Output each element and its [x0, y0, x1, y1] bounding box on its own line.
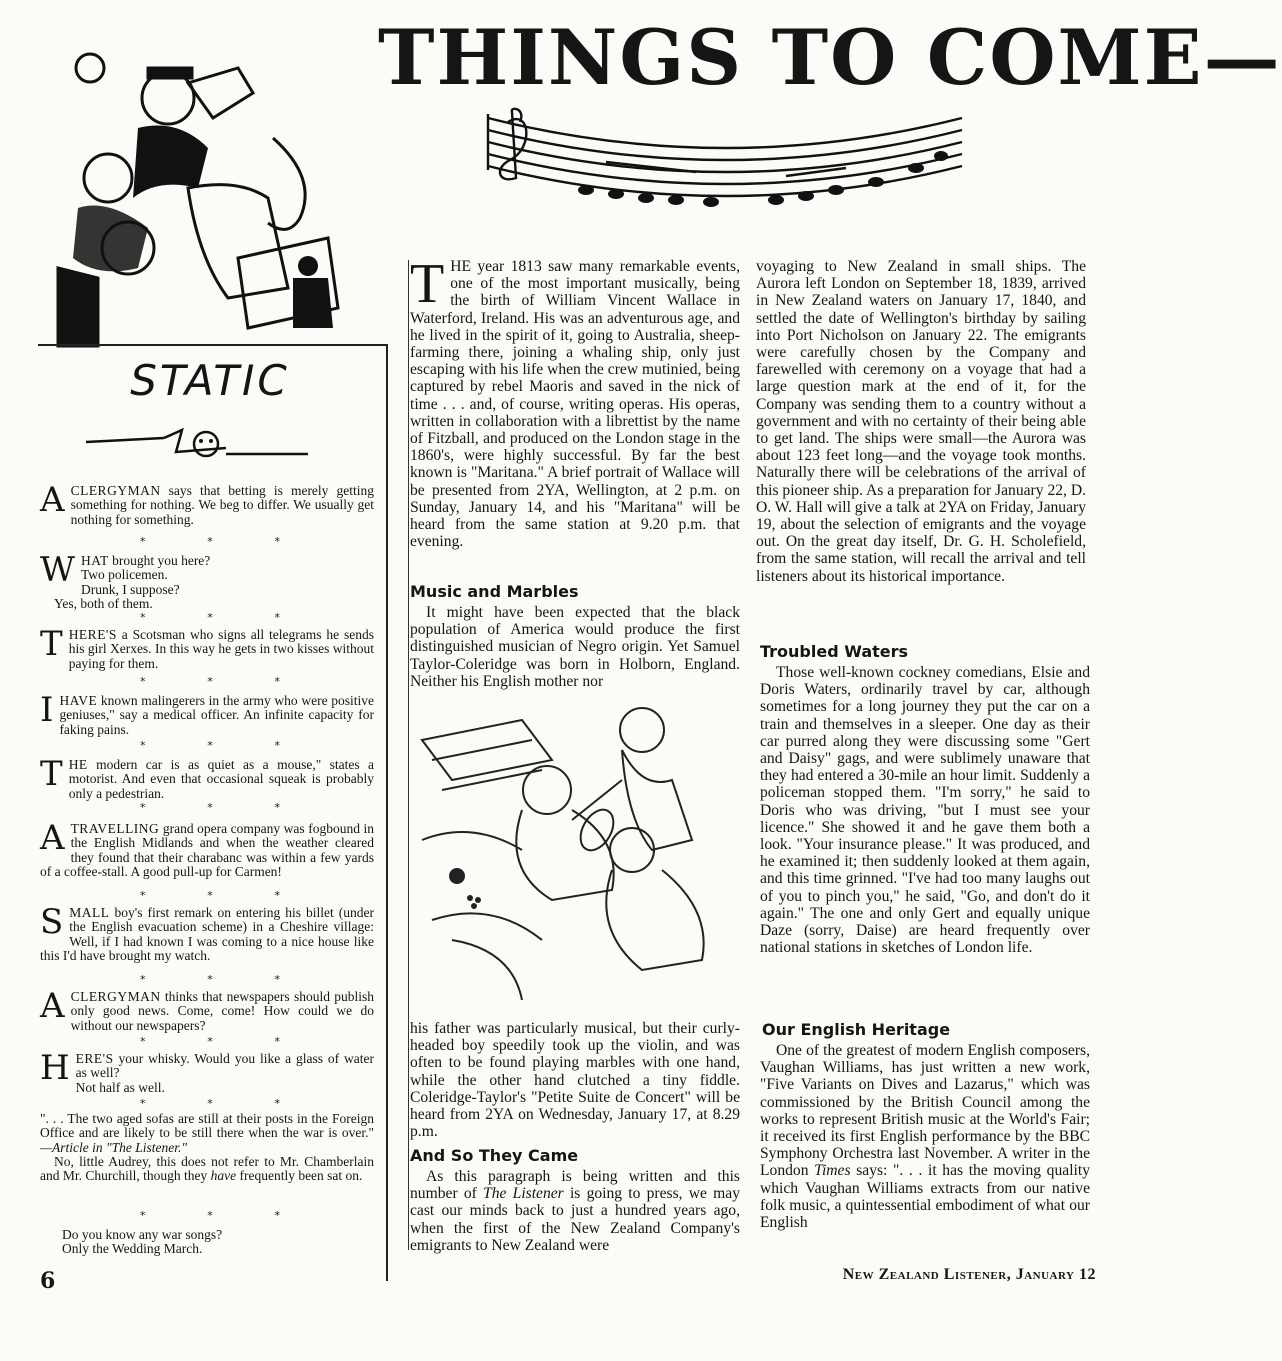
static-title: STATIC: [130, 356, 290, 405]
separator-stars: * * *: [140, 889, 280, 902]
separator-stars: * * *: [140, 611, 280, 624]
static-final-joke: Do you know any war songs? Only the Wedding March.: [62, 1227, 223, 1257]
intro-paragraph: THE year 1813 saw many remarkable events, one of the most important musically, being the birth of William Vincent Wallace in Waterford, Ireland. His was an adventurous age, and he lived in the spirit of it, going to Australia, sheep-farming there, joining a whaling ship, only just escaping with his life when the crew mutinied, being captured by rebel Maoris and saved in the nick of time . . . and, of course, writing operas. His operas, written in collaboration with a librettist by the name of Fitzball, and produced on the London stage in the 1860's, were highly successful. By far the best known is "Maritana." A brief portrait of Wallace will be presented from 2YA, Wellington, at 2 p.m. on Sunday, January 14, and his "Maritana" will be heard from the same station at 9.20 p.m. that evening.: [410, 253, 740, 551]
separator-stars: * * *: [140, 675, 280, 688]
separator-stars: * * *: [140, 1035, 280, 1048]
marbles-paragraph-a: It might have been expected that the black population of America would produce the first distinguished musician of Negro origin. Yet Samuel Taylor-Coleridge was born in Holborn, England. Neither his English mother nor: [410, 604, 740, 690]
separator-stars: * * *: [140, 973, 280, 986]
static-item-7: SMALL boy's first remark on entering his billet (under the English evacuation scheme) in a Cheshire village: Well, if I had known I was coming to a nice house like this I'd have brought my watch.: [40, 902, 374, 963]
came-paragraph: As this paragraph is being written and this number of The Listener is going to press, we may cast our minds back to just a hundred years ago, when the first of the New Zealand Company's emigrants to New Zealand were: [410, 1168, 741, 1254]
static-radio-face-icon: [86, 418, 308, 470]
static-item-4: IHAVE known malingerers in the army who were positive geniuses," say a medical officer. An infinite capacity for faking pains.: [40, 690, 374, 737]
marbles-paragraph-b: his father was particularly musical, but their curly-headed boy speedily took up the violin, and was often to be found playing marbles with one hand, while the other hand clutched a tiny fiddle. Coleridge-Taylor's "Petite Suite de Concert" will be heard from 2YA on Wednesday, January 17, at 8.29 p.m.: [410, 1020, 740, 1141]
separator-stars: * * *: [140, 739, 280, 752]
waters-paragraph: Those well-known cockney comedians, Elsie and Doris Waters, ordinarily travel by car, although sometimes for a long journey they put the car on a train and themselves in a sleeper. One day as their car purred along they were discussing some "Gert and Daisy" gags, and were sublimely unaware that they had entered a 30-mile an hour limit. Suddenly a policeman stopped them. "I'm sorry," he said to Doris who was driving, "but I must see your licence." She showed it and he gave them both a look. "Your insurance please." It was produced, and he examined it; then suddenly looked at them again, and this time grinned. "I've had too many laughs out of you to pinch you," he said, "Go, and don't do it again." The one and only Gert and equally unique Daze (sorry, Daise) are heard frequently over national stations in sketches of London life.: [760, 664, 1090, 957]
page-number: 6: [40, 1268, 56, 1294]
separator-stars: * * *: [140, 535, 280, 548]
heading-music-and-marbles: Music and Marbles: [410, 582, 579, 601]
came-paragraph-continued: voyaging to New Zealand in small ships. The Aurora left London on September 18, 1839, arrived in New Zealand waters on January 17, 1840, and settled the date of Wellington's birthday by sailing into Port Nicholson on January 22. The emigrants were carefully chosen by the Company and farewelled with ceremony on a voyage that had a large question mark at the end of it, for the Company was sending them to a country without a government and with no certainty of their being able to get land. The ships were small—the Aurora was about 123 feet long—and the voyage took months. Naturally there will be celebrations of the arrival of this pioneer ship. As a preparation for January 22, D. O. W. Hall will give a talk at 2YA on Friday, January 19, about the selection of emigrants and the voyage out. On the great day itself, Dr. G. H. Scholefield, from the same station, will recall the arrival and tell listeners about its historical importance.: [756, 258, 1086, 585]
static-item-9: HERE'S your whisky. Would you like a glass of water as well? Not half as well.: [40, 1048, 374, 1095]
static-item-8: ACLERGYMAN thinks that newspapers should publish only good news. Come, come! How could we do without our newspapers?: [40, 986, 374, 1033]
static-item-6: ATRAVELLING grand opera company was fogbound in the English Midlands and when the weather cleared they found that their charabanc was within a few yards of a coffee-stall. A good pull-up for Carmen!: [40, 818, 374, 879]
heading-troubled-waters: Troubled Waters: [760, 642, 909, 661]
separator-stars: * * *: [140, 801, 280, 814]
column-divider: [408, 260, 409, 1250]
static-item-2: WHAT brought you here? Two policemen. Drunk, I suppose? Yes, both of them.: [40, 550, 211, 611]
boys-playing-marbles-illustration: [412, 700, 752, 1014]
heading-and-so-they-came: And So They Came: [410, 1146, 579, 1165]
music-staff-illustration: [486, 104, 966, 226]
static-item-3: THERE'S a Scotsman who signs all telegrams he sends his girl Xerxes. In this way he gets in two kisses without paying for them.: [40, 624, 374, 671]
static-item-5: THE modern car is as quiet as a mouse," states a motorist. And even that occasional squeak is probably only a pedestrian.: [40, 754, 374, 801]
page-headline: THINGS TO COME—: [378, 13, 1282, 102]
jazz-band-illustration: [38, 28, 360, 346]
publication-credit: New Zealand Listener, January 12: [842, 1266, 1096, 1283]
heritage-paragraph: One of the greatest of modern English composers, Vaughan Williams, has just written a new work, "Five Variants on Dives and Lazarus," which was commissioned by the British Council among the works to represent British music at the World's Fair; it received its first English performance by the BBC Symphony Orchestra last November. A writer in the London Times says: ". . . it has the moving quality which Vaughan Williams extracts from our native folk music, a quintessential embodiment of what our English: [760, 1042, 1090, 1232]
separator-stars: * * *: [140, 1097, 280, 1110]
separator-stars: * * *: [140, 1209, 280, 1222]
static-quote: ". . . The two aged sofas are still at their posts in the Foreign Office and are likely to be still there when the war is over." —Article in "The Listener." No, little Audrey, this does not refer to Mr. Chamberlain and Mr. Churchill, though they have frequently been sat on.: [40, 1111, 374, 1184]
heading-our-english-heritage: Our English Heritage: [762, 1020, 951, 1039]
static-item-1: ACLERGYMAN says that betting is merely getting something for nothing. We beg to differ. We usually get nothing for something.: [40, 480, 374, 527]
